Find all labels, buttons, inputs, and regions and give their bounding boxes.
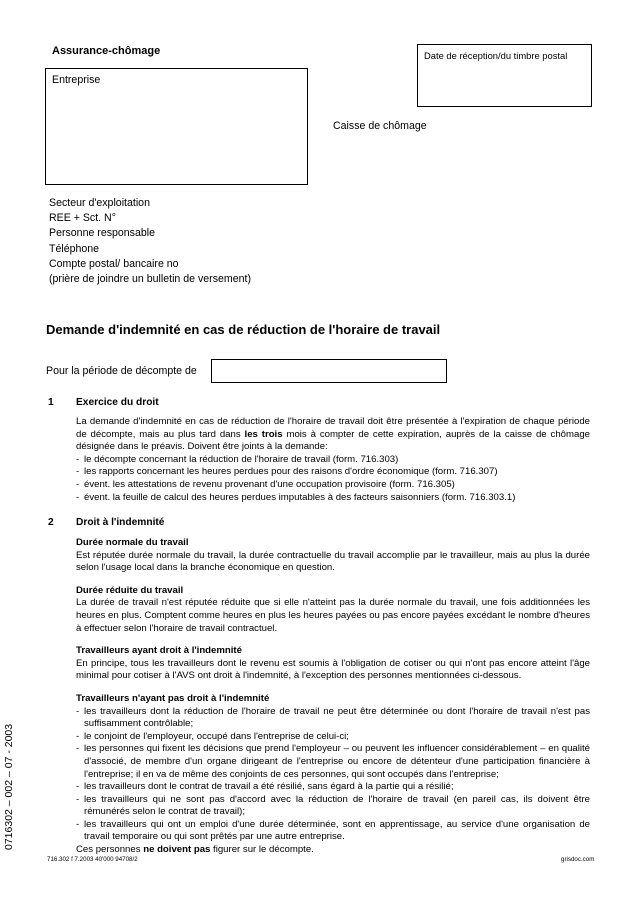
list-item: - les travailleurs dont le contrat de travail a été résilié, sans égard à la partie qui a résilié; [76,781,590,794]
section-1-title: Exercice du droit [76,397,159,408]
excluded-workers-list [76,706,590,845]
subsection-ayant-droit-title: Travailleurs ayant droit à l'indemnité [76,645,242,657]
list-item: - évent. les attestations de revenu provenant d'une occupation provisoire (form. 716.305) [76,479,590,492]
sender-field-ree: REE + Sct. N° [49,212,116,225]
list-item: - les personnes qui fixent les décisions que prend l'employeur – ou peuvent les influencer considérablement – en qualité d'associé, de membre d'un organe dirigeant de l'entreprise ou encore de détenteur d'une participation financière à l'entreprise; il en va de même des conjoints de ces personnes, qui sont occupés dans l'entreprise; [76,743,590,781]
section-1-intro: La demande d'indemnité en cas de réduction de l'horaire de travail doit être présentée à l'expiration de chaque période de décompte, mais au plus tard dans les trois mois à compter de cette expiration, auprès de la caisse de chômage désignée dans le préavis. Doivent être joints à la demande: [76,416,590,453]
section-1-number: 1 [48,397,54,408]
period-label: Pour la période de décompte de [46,365,197,377]
section-2-title: Droit à l'indemnité [76,517,165,528]
list-item: - les travailleurs qui ne sont pas d'accord avec la réduction de l'horaire de travail (en pareil cas, ils doivent être rémunérés selon le contrat de travail); [76,794,590,819]
sender-field-compte: Compte postal/ bancaire no [49,257,179,270]
list-item: - évent. la feuille de calcul des heures perdues imputables à des facteurs saisonniers (form. 716.303.1) [76,492,590,505]
sender-field-secteur: Secteur d'exploitation [49,197,150,209]
list-item: - les rapports concernant les heures perdues pour des raisons d'ordre économique (form. 716.307) [76,466,590,479]
closing-note: Ces personnes ne doivent pas figurer sur le décompte. [76,844,314,856]
intro-emphasis: les trois [244,428,283,440]
caisse-label: Caisse de chômage [333,120,427,132]
subsection-ayant-droit-text: En principe, tous les travailleurs dont le revenu est soumis à l'obligation de cotiser ou qui n'ont pas encore atteint l'âge minimal pour cotiser à l'AVS ont droit à l'indemnité, à l'exception des personnes mentionnées ci-dessous. [76,657,590,682]
subsection-sans-droit-title: Travailleurs n'ayant pas droit à l'indemnité [76,692,270,704]
subsection-duree-reduite-text: La durée de travail n'est réputée réduite que si elle n'atteint pas la durée normale du travail, une fois additionnées les heures en plus. Comptent comme heures en plus les heures payées ou pas encore payées excédant le nombre d'heures à effectuer selon l'horaire de travail contractuel. [76,597,590,634]
subsection-duree-normale-title: Durée normale du travail [76,537,189,548]
sender-fields [49,196,251,287]
page-title: Demande d'indemnité en cas de réduction de l'horaire de travail [46,322,441,337]
site-name: grisdoc.com [561,856,595,863]
list-item: - les travailleurs dont la réduction de l'horaire de travail ne peut être déterminée ou dont l'horaire de travail n'est pas suffisamment contrôlable; [76,706,590,731]
company-label: Entreprise [52,74,101,86]
form-title: Assurance-chômage [52,45,161,57]
required-attachments-list [76,454,590,504]
sender-field-bulletin-note: (prière de joindre un bulletin de versement) [49,273,251,286]
list-item: - le décompte concernant la réduction de l'horaire de travail (form. 716.303) [76,454,590,467]
side-form-code: 0716302 – 002 – 07 - 2003 [3,723,15,850]
closing-emphasis: ne doivent pas [143,844,211,856]
section-1-body [76,416,590,504]
subsection-duree-reduite-title: Durée réduite du travail [76,584,184,596]
date-reception-box[interactable] [417,44,592,107]
subsection-duree-normale-text: Est réputée durée normale du travail, la durée contractuelle du travail accomplie par le travailleur, mais au plus la durée selon l'usage local dans la branche économique en question. [76,549,590,574]
company-box[interactable] [45,68,308,185]
list-item: - les travailleurs qui ont un emploi d'une durée déterminée, sont en apprentissage, au service d'une organisation de travail temporaire ou qui sont prêtés par une autre entreprise. [76,819,590,844]
list-item: - le conjoint de l'employeur, occupé dans l'entreprise de celui-ci; [76,731,590,744]
sender-field-telephone: Téléphone [49,242,100,255]
form-code: 716.302 f 7.2003 40'000 94708/2 [47,856,138,863]
section-2-number: 2 [48,517,54,528]
date-reception-label: Date de réception/du timbre postal [424,50,568,61]
sender-field-responsable: Personne responsable [49,227,156,240]
section-2-body [76,537,590,857]
period-input[interactable] [211,359,447,383]
